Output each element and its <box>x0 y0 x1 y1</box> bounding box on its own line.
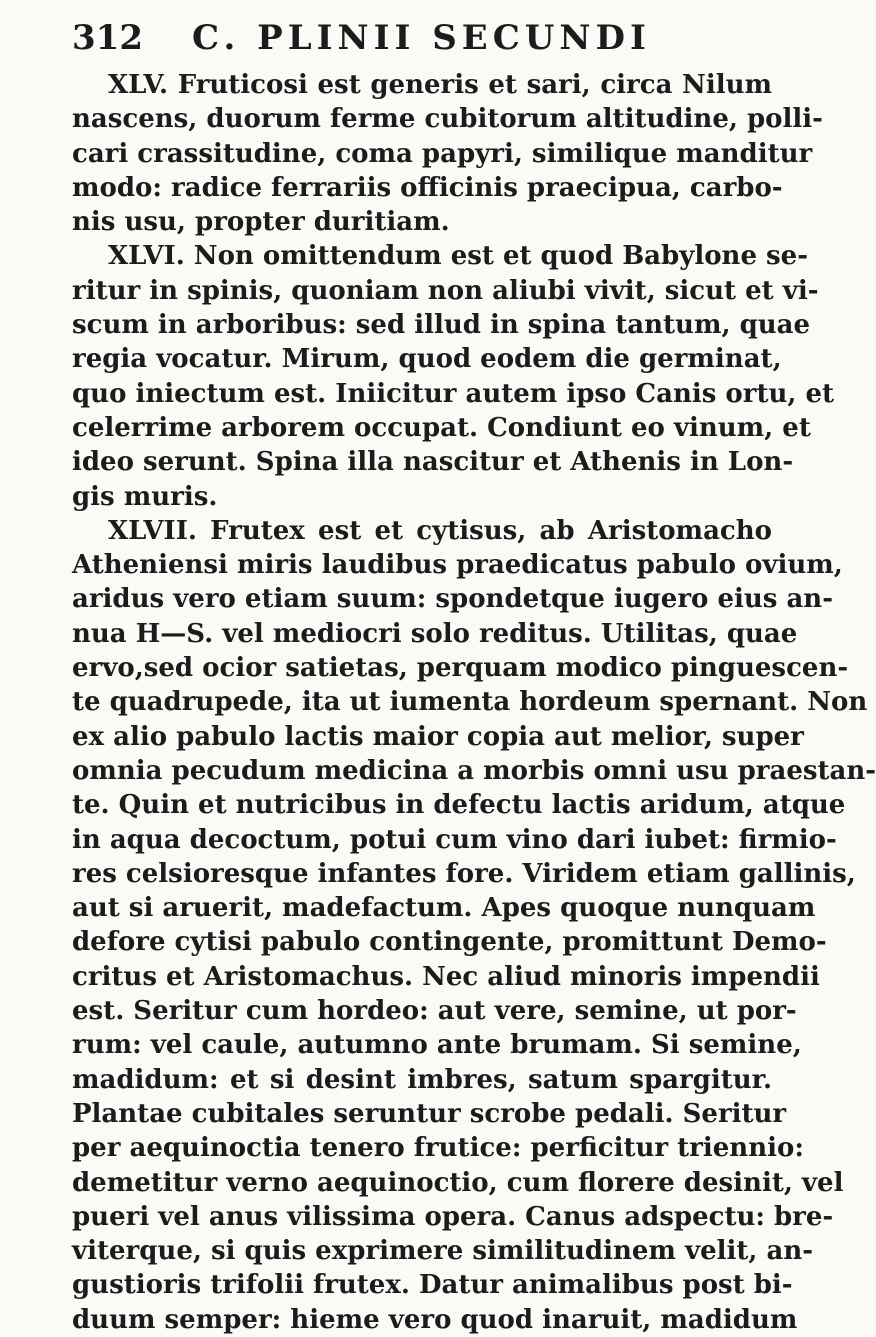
text-line: pueri vel anus vilissima opera. Canus adspectu: bre- <box>72 1201 834 1232</box>
text-line: Atheniensi miris laudibus praedicatus pabulo ovium, <box>72 550 843 581</box>
text-line: XLVI. Non omittendum est et quod Babylone se- <box>108 241 809 272</box>
page-number: 312 <box>72 18 143 58</box>
text-line: regia vocatur. Mirum, quod eodem die germinat, <box>72 344 782 375</box>
text-line: XLVII. Frutex est et cytisus, ab Aristomacho <box>108 515 772 546</box>
text-line: modo: radice ferrariis officinis praecipua, carbo- <box>72 172 783 203</box>
running-title: C. PLINII SECUNDI <box>192 18 651 58</box>
text-line: res celsioresque infantes fore. Viridem etiam gallinis, <box>72 858 856 889</box>
text-line: ideo serunt. Spina illa nascitur et Athenis in Lon- <box>72 447 794 478</box>
text-line: aut si aruerit, madefactum. Apes quoque nunquam <box>72 893 816 924</box>
text-line: Plantae cubitales seruntur scrobe pedali. Seritur <box>72 1098 787 1129</box>
text-line: XLV. Fruticosi est generis et sari, circa Nilum <box>108 70 772 100</box>
text-line: nis usu, propter duritiam. <box>72 207 450 238</box>
body-text <box>72 68 876 1337</box>
text-line: per aequinoctia tenero frutice: perficitur triennio: <box>72 1133 804 1164</box>
text-line: demetitur verno aequinoctio, cum florere desinit, vel <box>72 1167 844 1198</box>
text-line: viterque, si quis exprimere similitudinem velit, an- <box>72 1236 814 1267</box>
text-line: te quadrupede, ita ut iumenta hordeum spernant. Non <box>72 687 868 718</box>
text-line: scum in arboribus: sed illud in spina tantum, quae <box>72 310 811 341</box>
running-head <box>72 18 772 62</box>
text-line: ritur in spinis, quoniam non aliubi vivit, sicut et vi- <box>72 275 819 306</box>
text-line: aridus vero etiam suum: spondetque iugero eius an- <box>72 584 833 615</box>
text-line: duum semper: hieme vero quod inaruit, madidum <box>72 1304 798 1335</box>
text-line: omnia pecudum medicina a morbis omni usu praestan- <box>72 755 876 786</box>
text-line: ex alio pabulo lactis maior copia aut melior, super <box>72 721 804 752</box>
text-line: critus et Aristomachus. Nec aliud minoris impendii <box>72 961 820 992</box>
text-line: defore cytisi pabulo contingente, promittunt Demo- <box>72 927 827 958</box>
text-line: gustioris trifolii frutex. Datur animalibus post bi- <box>72 1270 793 1301</box>
text-line: celerrime arborem occupat. Condiunt eo vinum, et <box>72 412 811 443</box>
text-line: rum: vel caule, autumno ante brumam. Si semine, <box>72 1030 802 1061</box>
text-line: nua H—S. vel mediocri solo reditus. Utilitas, quae <box>72 618 798 649</box>
text-line: te. Quin et nutricibus in defectu lactis aridum, atque <box>72 790 846 821</box>
text-line: cari crassitudine, coma papyri, similique manditur <box>72 138 813 169</box>
text-line: ervo,sed ocior satietas, perquam modico pinguescen- <box>72 653 849 684</box>
text-line: quo iniectum est. Iniicitur autem ipso Canis ortu, et <box>72 378 835 409</box>
text-line: nascens, duorum ferme cubitorum altitudine, polli- <box>72 104 823 135</box>
text-line: gis muris. <box>72 481 218 512</box>
text-line: est. Seritur cum hordeo: aut vere, semine, ut por- <box>72 996 797 1027</box>
text-line: madidum: et si desint imbres, satum spargitur. <box>72 1064 772 1095</box>
text-line: in aqua decoctum, potui cum vino dari iubet: firmio- <box>72 824 837 855</box>
